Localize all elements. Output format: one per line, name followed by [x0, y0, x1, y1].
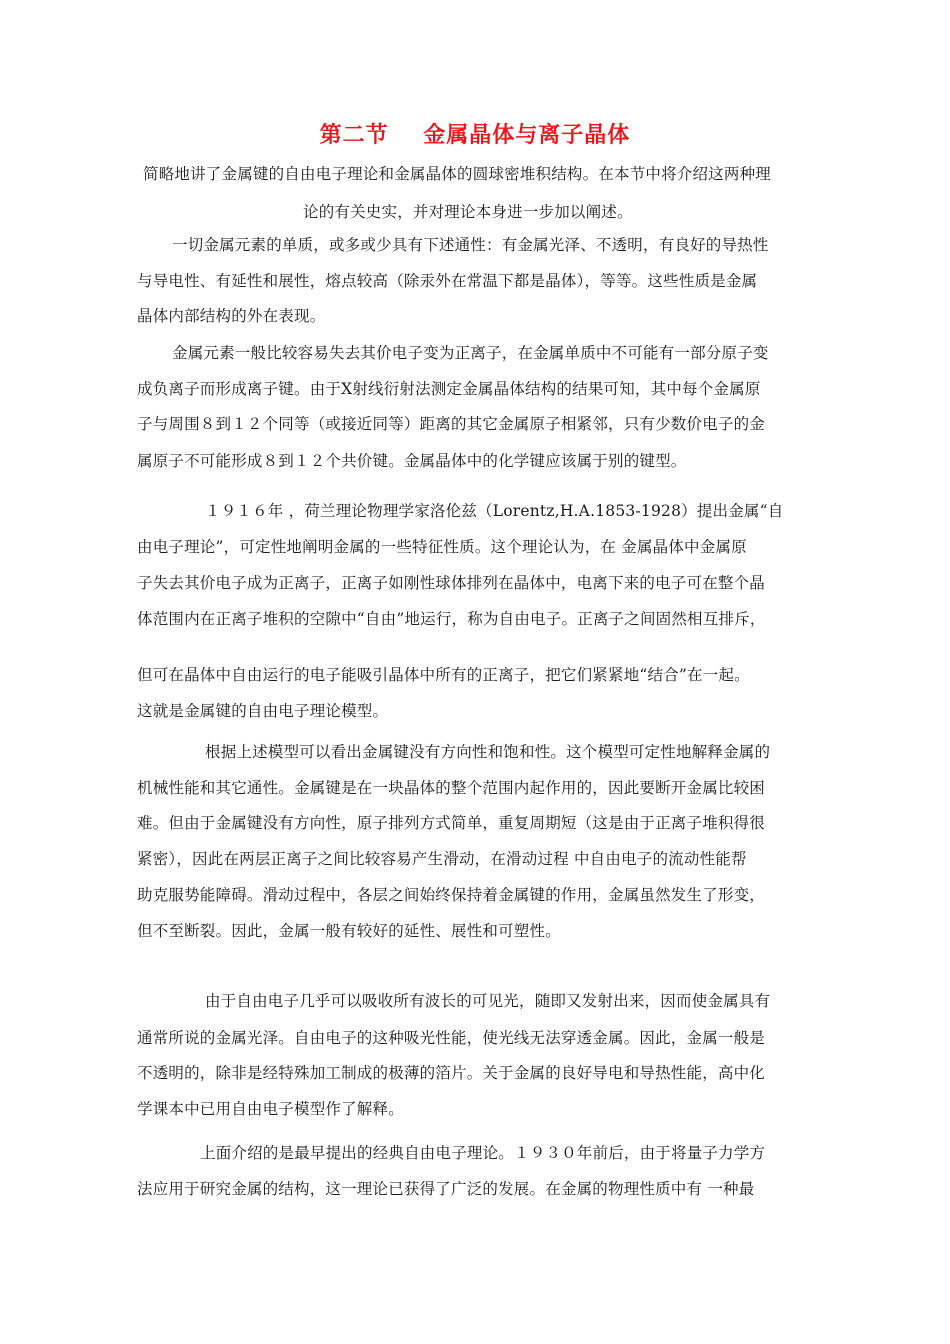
- paragraph-7-line: 法应用于研究金属的结构，这一理论已获得了广泛的发展。在金属的物理性质中有 一种最: [137, 1180, 755, 1198]
- paragraph-5-line: 机械性能和其它通性。金属键是在一块晶体的整个范围内起作用的，因此要断开金属比较困: [137, 779, 766, 797]
- page-title: 第二节 金属晶体与离子晶体: [319, 123, 631, 148]
- paragraph-6-line: 不透明的，除非是经特殊加工制成的极薄的箔片。关于金属的良好导电和导热性能，高中化: [137, 1064, 766, 1082]
- paragraph-6-line: 由于自由电子几乎可以吸收所有波长的可见光，随即又发射出来，因而使金属具有: [205, 992, 771, 1010]
- paragraph-1-line: 论的有关史实，并对理论本身进一步加以阐述。: [303, 203, 633, 221]
- paragraph-7-line: 上面介绍的是最早提出的经典自由电子理论。１９３０年前后，由于将量子力学方: [200, 1144, 766, 1162]
- paragraph-4-line: 但可在晶体中自由运行的电子能吸引晶体中所有的正离子，把它们紧紧地“结合”在一起。: [137, 666, 750, 684]
- paragraph-4-line: 这就是金属键的自由电子理论模型。: [137, 702, 389, 720]
- paragraph-4-line: 由电子理论”，可定性地阐明金属的一些特征性质。这个理论认为，在 金属晶体中金属原: [137, 538, 747, 556]
- paragraph-2-line: 一切金属元素的单质，或多或少具有下述通性：有金属光泽、不透明，有良好的导热性: [172, 236, 769, 254]
- paragraph-5-line: 难。但由于金属键没有方向性，原子排列方式简单，重复周期短（这是由于正离子堆积得很: [137, 814, 766, 832]
- paragraph-1-line: 简略地讲了金属键的自由电子理论和金属晶体的圆球密堆积结构。在本节中将介绍这两种理: [143, 165, 772, 183]
- paragraph-5-line: 根据上述模型可以看出金属键没有方向性和饱和性。这个模型可定性地解释金属的: [205, 743, 771, 761]
- paragraph-4-line: 子失去其价电子成为正离子，正离子如刚性球体排列在晶体中，电离下来的电子可在整个晶: [137, 574, 766, 592]
- paragraph-3-line: 属原子不可能形成８到１２个共价键。金属晶体中的化学键应该属于别的键型。: [137, 452, 687, 470]
- paragraph-2-line: 与导电性、有延性和展性，熔点较高（除汞外在常温下都是晶体），等等。这些性质是金属: [137, 272, 758, 290]
- paragraph-3-line: 子与周围８到１２个同等（或接近同等）距离的其它金属原子相紧邻，只有少数价电子的金: [137, 415, 766, 433]
- paragraph-3-line: 金属元素一般比较容易失去其价电子变为正离子，在金属单质中不可能有一部分原子变: [172, 344, 769, 362]
- paragraph-2-line: 晶体内部结构的外在表现。: [137, 307, 326, 325]
- paragraph-4-line: １９１６年 ，荷兰理论物理学家洛伦兹（Lorentz,H.A.1853-1928）提出金属“自: [205, 502, 784, 520]
- paragraph-3-line: 成负离子而形成离子键。由于X射线衍射法测定金属晶体结构的结果可知，其中每个金属原: [137, 380, 761, 398]
- paragraph-5-line: 但不至断裂。因此，金属一般有较好的延性、展性和可塑性。: [137, 922, 561, 940]
- paragraph-5-line: 紧密），因此在两层正离子之间比较容易产生滑动，在滑动过程 中自由电子的流动性能帮: [137, 850, 747, 868]
- paragraph-4-line: 体范围内在正离子堆积的空隙中“自由”地运行，称为自由电子。正离子之间固然相互排斥，: [137, 610, 766, 628]
- paragraph-5-line: 助克服势能障碍。滑动过程中，各层之间始终保持着金属键的作用，金属虽然发生了形变，: [137, 886, 766, 904]
- paragraph-6-line: 学课本中已用自由电子模型作了解释。: [137, 1100, 404, 1118]
- paragraph-6-line: 通常所说的金属光泽。自由电子的这种吸光性能，使光线无法穿透金属。因此，金属一般是: [137, 1029, 766, 1047]
